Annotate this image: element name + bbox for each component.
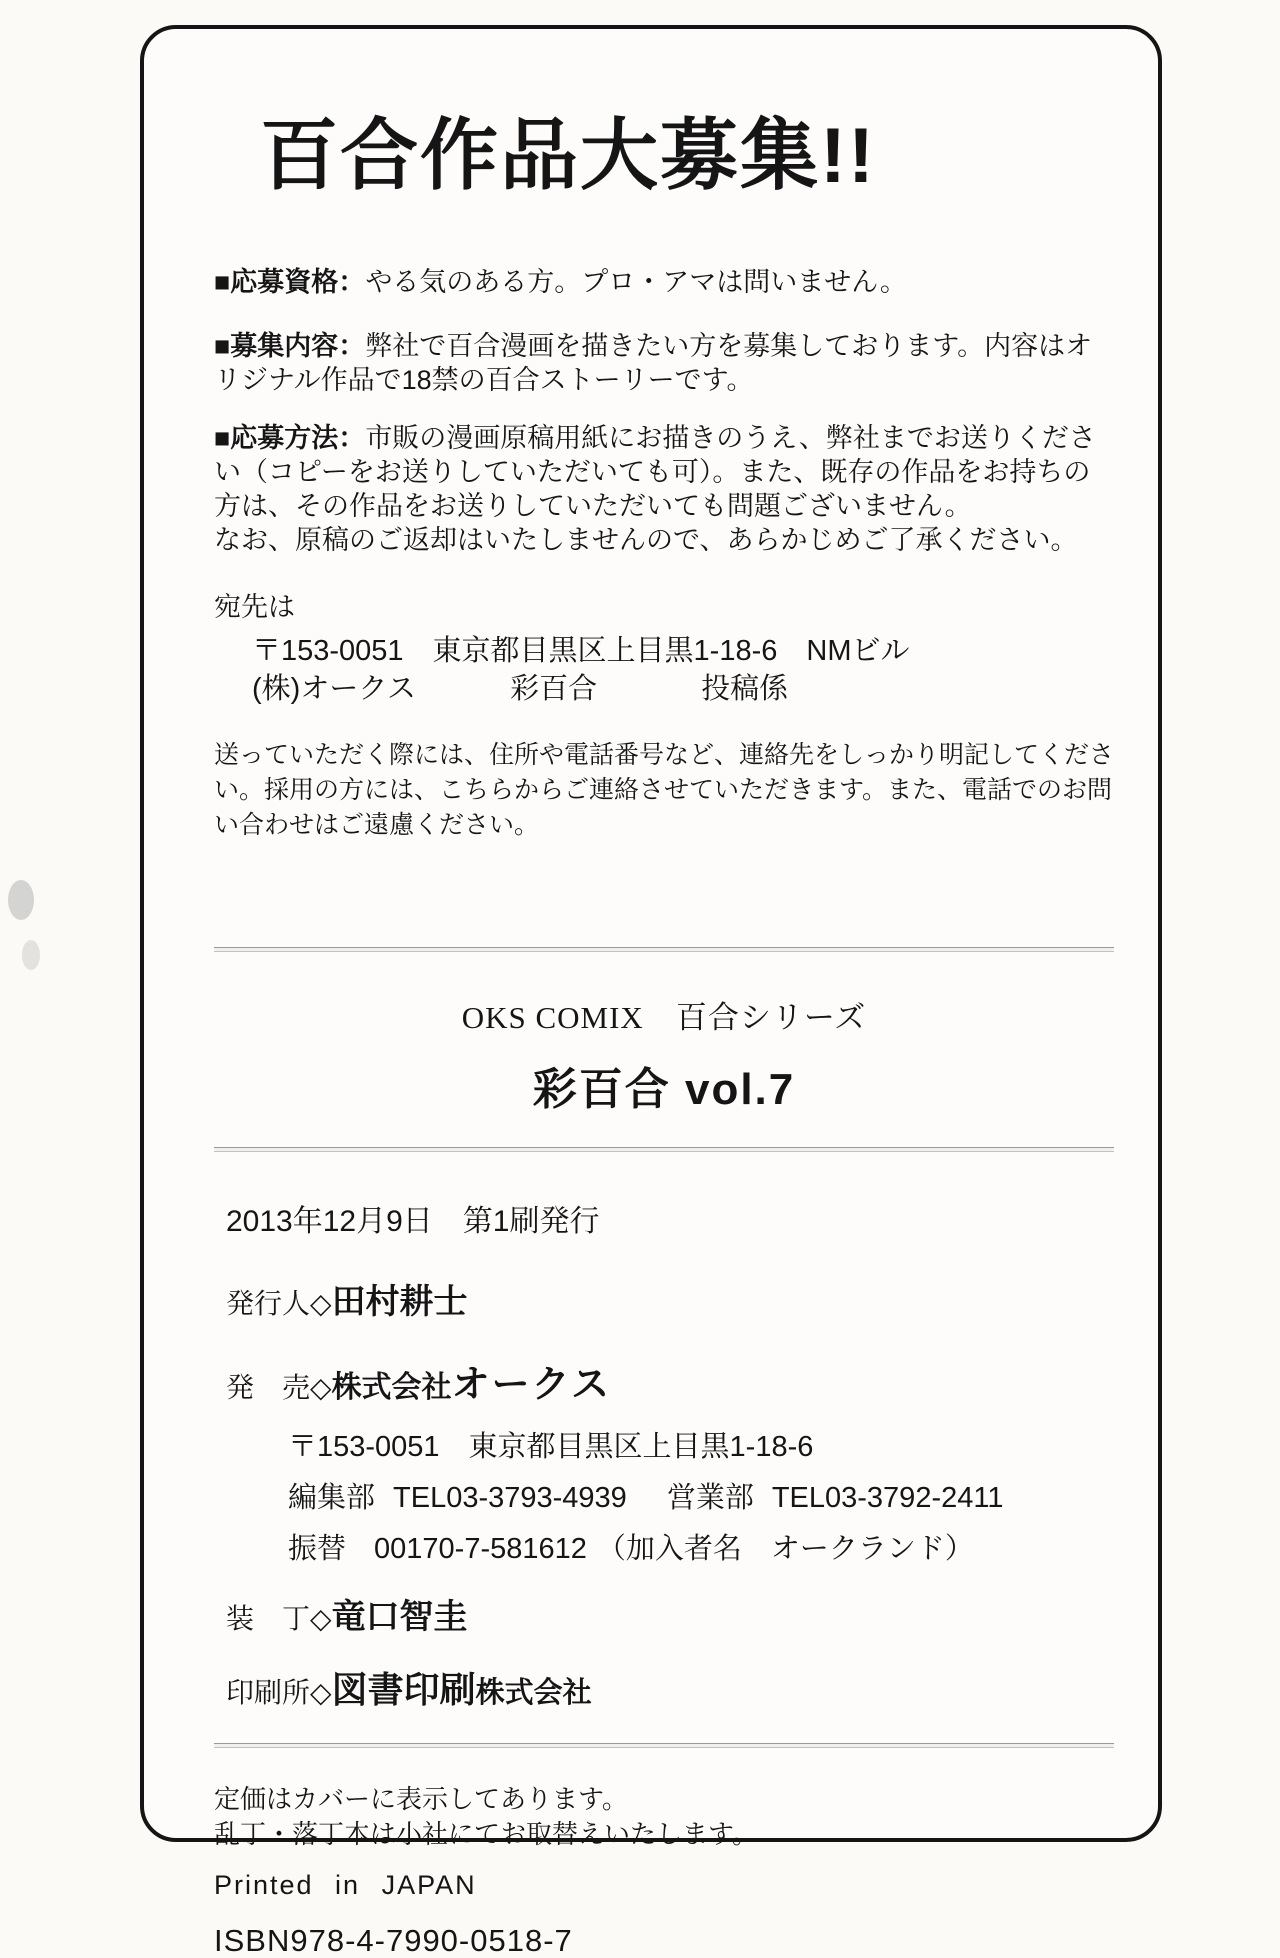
diamond-separator: ◇ <box>310 1287 332 1319</box>
submission-address <box>214 632 1114 708</box>
diamond-separator: ◇ <box>310 1371 332 1403</box>
divider-rule <box>214 1147 1114 1152</box>
address-section: 投稿係 <box>701 672 789 705</box>
address-postal-line: 〒153-0051 東京都目黒区上目黒1-18-6 NMビル <box>252 634 910 667</box>
printed-in-japan: Printed in JAPAN <box>214 1869 477 1900</box>
seller-company-prefix: 株式会社 <box>331 1370 452 1404</box>
design-name: 竜口智圭 <box>331 1598 468 1636</box>
series-line: OKS COMIX 百合シリーズ <box>461 999 867 1035</box>
address-heading: 宛先は <box>214 591 295 622</box>
qualification-section <box>214 265 1114 299</box>
scan-smudge <box>8 880 34 920</box>
page-border-frame <box>140 25 1162 1958</box>
seller-company-name: オークス <box>451 1363 612 1406</box>
address-company: (株)オークス <box>252 672 417 705</box>
seller-row <box>226 1353 1114 1408</box>
publisher-person-name: 田村耕士 <box>331 1283 468 1321</box>
address-magazine: 彩百合 <box>510 672 598 705</box>
printer-name-suffix: 株式会社 <box>475 1676 592 1709</box>
sales-dept-tel: TEL03-3792-2411 <box>771 1481 1004 1514</box>
divider-rule <box>214 947 1114 952</box>
printer-label: 印刷所 <box>226 1676 311 1708</box>
design-row <box>226 1589 1114 1638</box>
address-company-line <box>252 670 1114 708</box>
method-section <box>214 421 1114 557</box>
divider-rule <box>214 1743 1114 1748</box>
diamond-separator: ◇ <box>310 1676 332 1708</box>
qualification-text: やる気のある方。プロ・アマは問いません。 <box>365 266 907 297</box>
transfer-holder: （加入者名 オークランド） <box>596 1532 974 1565</box>
book-title: 彩百合 vol.7 <box>532 1064 796 1114</box>
content-text: 弊社で百合漫画を描きたい方を募集しております。内容はオリジナル作品で18禁の百合ストーリーです。 <box>214 330 1093 395</box>
edition-line: 2013年12月9日 第1刷発行 <box>226 1204 600 1238</box>
publisher-person-label: 発行人 <box>226 1287 311 1319</box>
scan-smudge <box>22 940 40 970</box>
method-text: 市販の漫画原稿用紙にお描きのうえ、弊社までお送りください（コピーをお送りしていただいても可）。また、既存の作品をお持ちの方は、その作品をお送りしていただいても問題ございません。 <box>214 422 1096 521</box>
defect-note: 乱丁・落丁本は小社にてお取替えいたします。 <box>214 1818 758 1849</box>
price-note: 定価はカバーに表示してあります。 <box>214 1783 628 1814</box>
content-label: ■募集内容： <box>214 330 366 361</box>
publisher-person-row <box>226 1274 1114 1323</box>
editorial-dept-tel: TEL03-3793-4939 <box>393 1481 627 1514</box>
isbn-number: ISBN978-4-7990-0518-7 <box>214 1922 573 1958</box>
transfer-label: 振替 <box>288 1532 347 1565</box>
sales-dept-label: 営業部 <box>666 1481 754 1514</box>
printer-name: 図書印刷 <box>331 1669 476 1710</box>
seller-postal-line: 〒153-0051 東京都目黒区上目黒1-18-6 <box>288 1430 814 1463</box>
diamond-separator: ◇ <box>310 1602 332 1634</box>
content-section <box>214 329 1114 397</box>
transfer-number: 00170-7-581612 <box>374 1532 587 1565</box>
postal-transfer-line <box>226 1526 1114 1567</box>
footer-block <box>214 1782 1114 1958</box>
method-label: ■応募方法： <box>214 422 366 453</box>
qualification-label: ■応募資格： <box>214 266 366 297</box>
submission-notice: 送っていただく際には、住所や電話番号など、連絡先をしっかり明記してください。採用の方には、こちらからご連絡させていただきます。また、電話でのお問い合わせはご遠慮ください。 <box>214 740 1115 839</box>
design-label: 装 丁 <box>226 1602 311 1634</box>
seller-label: 発 売 <box>226 1371 311 1403</box>
colophon-block <box>214 1196 1114 1713</box>
recruitment-title: 百合作品大募集!! <box>260 111 876 199</box>
seller-tel-line <box>226 1475 1114 1516</box>
printer-row <box>226 1662 1114 1713</box>
editorial-dept-label: 編集部 <box>288 1481 376 1514</box>
method-note: なお、原稿のご返却はいたしませんので、あらかじめご了承ください。 <box>214 524 1078 555</box>
